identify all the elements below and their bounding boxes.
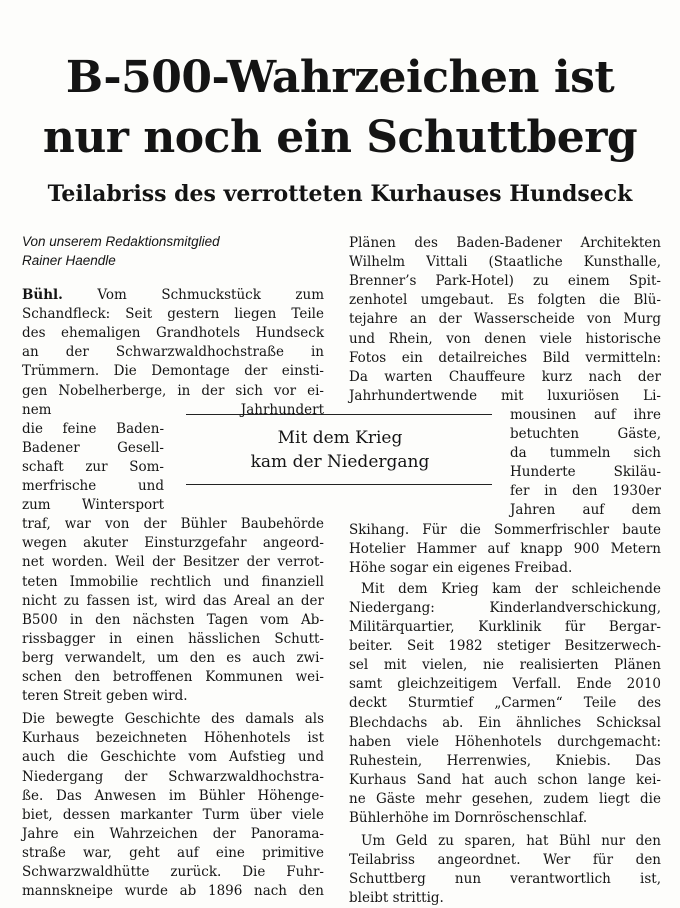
column-2-line: da tummeln sich (510, 445, 661, 462)
column-1-line: schaft zur Som- (22, 458, 164, 475)
column-2-line: fer in den 1930er (510, 483, 661, 500)
column-2-line: deckt Sturmtief „Carmen“ Teile des (349, 695, 661, 712)
column-2-line: samt gleichzeitigem Verfall. Ende 2010 (349, 676, 661, 693)
column-1-line: teten Immobilie rechtlich und finanziell (22, 573, 324, 590)
column-2-line: betuchten Gäste, (510, 426, 661, 442)
column-1-line: traf, war von der Bühler Baubehörde (22, 516, 324, 533)
column-1-line: B500 in den nächsten Tagen vom Ab- (22, 611, 324, 628)
byline (22, 232, 342, 270)
column-2-line: Um Geld zu sparen, hat Bühl nur den (361, 833, 661, 850)
column-2-line: Ruhestein, Herrenwies, Kniebis. Das (349, 752, 661, 769)
column-1-line: mannskneipe wurde ab 1896 nach den (22, 883, 324, 900)
column-1-line: Schwarzwaldhütte zurück. Die Fuhr- (22, 864, 324, 880)
column-2-line: Hotelier Hammer auf knapp 900 Metern (349, 540, 661, 557)
column-2-line: beiter. Seit 1982 stetiger Besitzerwech- (349, 638, 661, 655)
column-2-line: Blechdachs ab. Ein ähnliches Schicksal (349, 714, 661, 731)
pullquote-line-1: Mit dem Krieg (277, 428, 403, 448)
column-1-line: merfrische und (22, 478, 164, 494)
column-2-line: Jahrhundertwende mit luxuriösen Li- (349, 387, 661, 404)
byline-author: Rainer Haendle (22, 253, 116, 268)
dateline: Bühl. (22, 287, 63, 303)
column-1-line: wegen akuter Einsturzgefahr angeord- (22, 535, 324, 552)
column-2-line: Niedergang: Kinderlandverschickung, (349, 599, 661, 616)
column-2-line: Skihang. Für die Sommerfrischler baute (349, 521, 661, 538)
column-2-line: Teilabriss angeordnet. Wer für den (349, 852, 661, 869)
column-2-line: sel mit vielen, nie realisierten Plänen (349, 657, 661, 674)
column-2-line: bleibt strittig. (349, 890, 444, 907)
column-2-line: Bühlerhöhe im Dornröschenschlaf. (349, 810, 588, 826)
column-2-line: Militärquartier, Kurklinik für Bergar- (349, 619, 661, 635)
column-1-line: Jahre ein Wahrzeichen der Panorama- (22, 825, 324, 842)
pullquote-line-2: kam der Niedergang (250, 452, 430, 472)
column-1-line: teren Streit geben wird. (22, 688, 188, 705)
column-2-line: Da warten Chauffeure kurz nach der (349, 368, 661, 385)
column-1-line: ße. Das Anwesen im Bühler Höhenge- (22, 787, 324, 804)
column-1-line: die feine Baden- (22, 420, 164, 437)
column-1-line: Schandfleck: Seit gestern liegen Teile (22, 306, 324, 323)
column-1-line: Niedergang der Schwarzwaldhochstra- (22, 768, 324, 785)
column-2-line: Fotos ein detailreiches Bild vermitteln: (349, 349, 661, 366)
column-2-line: Höhe sogar ein eigenes Freibad. (349, 559, 573, 576)
pullquote-text (190, 426, 490, 474)
headline-line-1: B-500-Wahrzeichen ist (65, 52, 615, 103)
column-1-line: schen den betroffenen Kommunen wei- (22, 669, 324, 685)
column-2-line: Mit dem Krieg kam der schleichende (361, 580, 661, 597)
column-1-line: zum Wintersport (22, 497, 164, 514)
headline-line-2: nur noch ein Schuttberg (42, 112, 638, 163)
pullquote-bottom-rule (186, 484, 492, 485)
byline-role: Von unserem Redaktionsmitglied (22, 234, 220, 249)
column-2-line: Wilhelm Vittali (Staatliche Kunsthalle, (349, 254, 661, 271)
article-headline (0, 48, 680, 168)
column-1-line: Bühl. Vom Schmuckstück zum (22, 287, 324, 303)
column-2-line: und Rhein, von denen viele historische (349, 330, 661, 347)
column-2-line: zenhotel umgebaut. Es folgten die Blü- (349, 292, 661, 309)
column-1-line: Trümmern. Die Demontage der einsti- (22, 363, 324, 380)
column-2-line: ne Gäste mehr gesehen, zudem liegt die (349, 790, 661, 807)
column-1-line: net worden. Weil der Besitzer der verrot- (22, 554, 324, 571)
article-subheadline: Teilabriss des verrotteten Kurhauses Hundseck (47, 181, 633, 207)
column-1-line: auch die Geschichte vom Aufstieg und (22, 749, 324, 766)
column-2-line: haben viele Höhenhotels durchgemacht: (349, 733, 661, 750)
column-1-line: rissbagger in einen hässlichen Schutt- (22, 630, 324, 647)
column-2-line: Jahren auf dem (510, 502, 661, 519)
column-2-line: Kurhaus Sand hat auch schon lange kei- (349, 771, 661, 788)
column-1-line: nem Jahrhundert (22, 401, 324, 418)
column-1-line: Die bewegte Geschichte des damals als (22, 711, 324, 728)
column-1-line: Badener Gesell- (22, 439, 164, 456)
column-2-line: tejahre an der Wasserscheide von Murg (349, 311, 661, 328)
column-2-line: Hunderte Skiläu- (510, 464, 661, 481)
column-2-line: mousinen auf ihre (510, 406, 661, 423)
column-1-line: des ehemaligen Grandhotels Hundseck (22, 325, 324, 342)
column-2-line: Brenner’s Park-Hotel) zu einem Spit- (349, 273, 661, 290)
column-1-line: gen Nobelherberge, in der sich vor ei- (22, 382, 324, 399)
column-2-line: Plänen des Baden-Badener Architekten (349, 235, 661, 251)
column-1-line: biet, dessen markanter Turm über viele (22, 806, 324, 823)
column-1-line: an der Schwarzwaldhochstraße in (22, 344, 324, 361)
column-1-line: Kurhaus bezeichneten Höhenhotels ist (22, 730, 324, 747)
column-1-line: nicht zu fassen ist, wird das Areal an der (22, 592, 324, 609)
column-1-line: berg verwandelt, um den es auch zwi- (22, 649, 324, 666)
column-1-line: straße war, geht auf eine primitive (22, 844, 324, 861)
column-2-line: Schuttberg nun verantwortlich ist, (349, 871, 661, 888)
